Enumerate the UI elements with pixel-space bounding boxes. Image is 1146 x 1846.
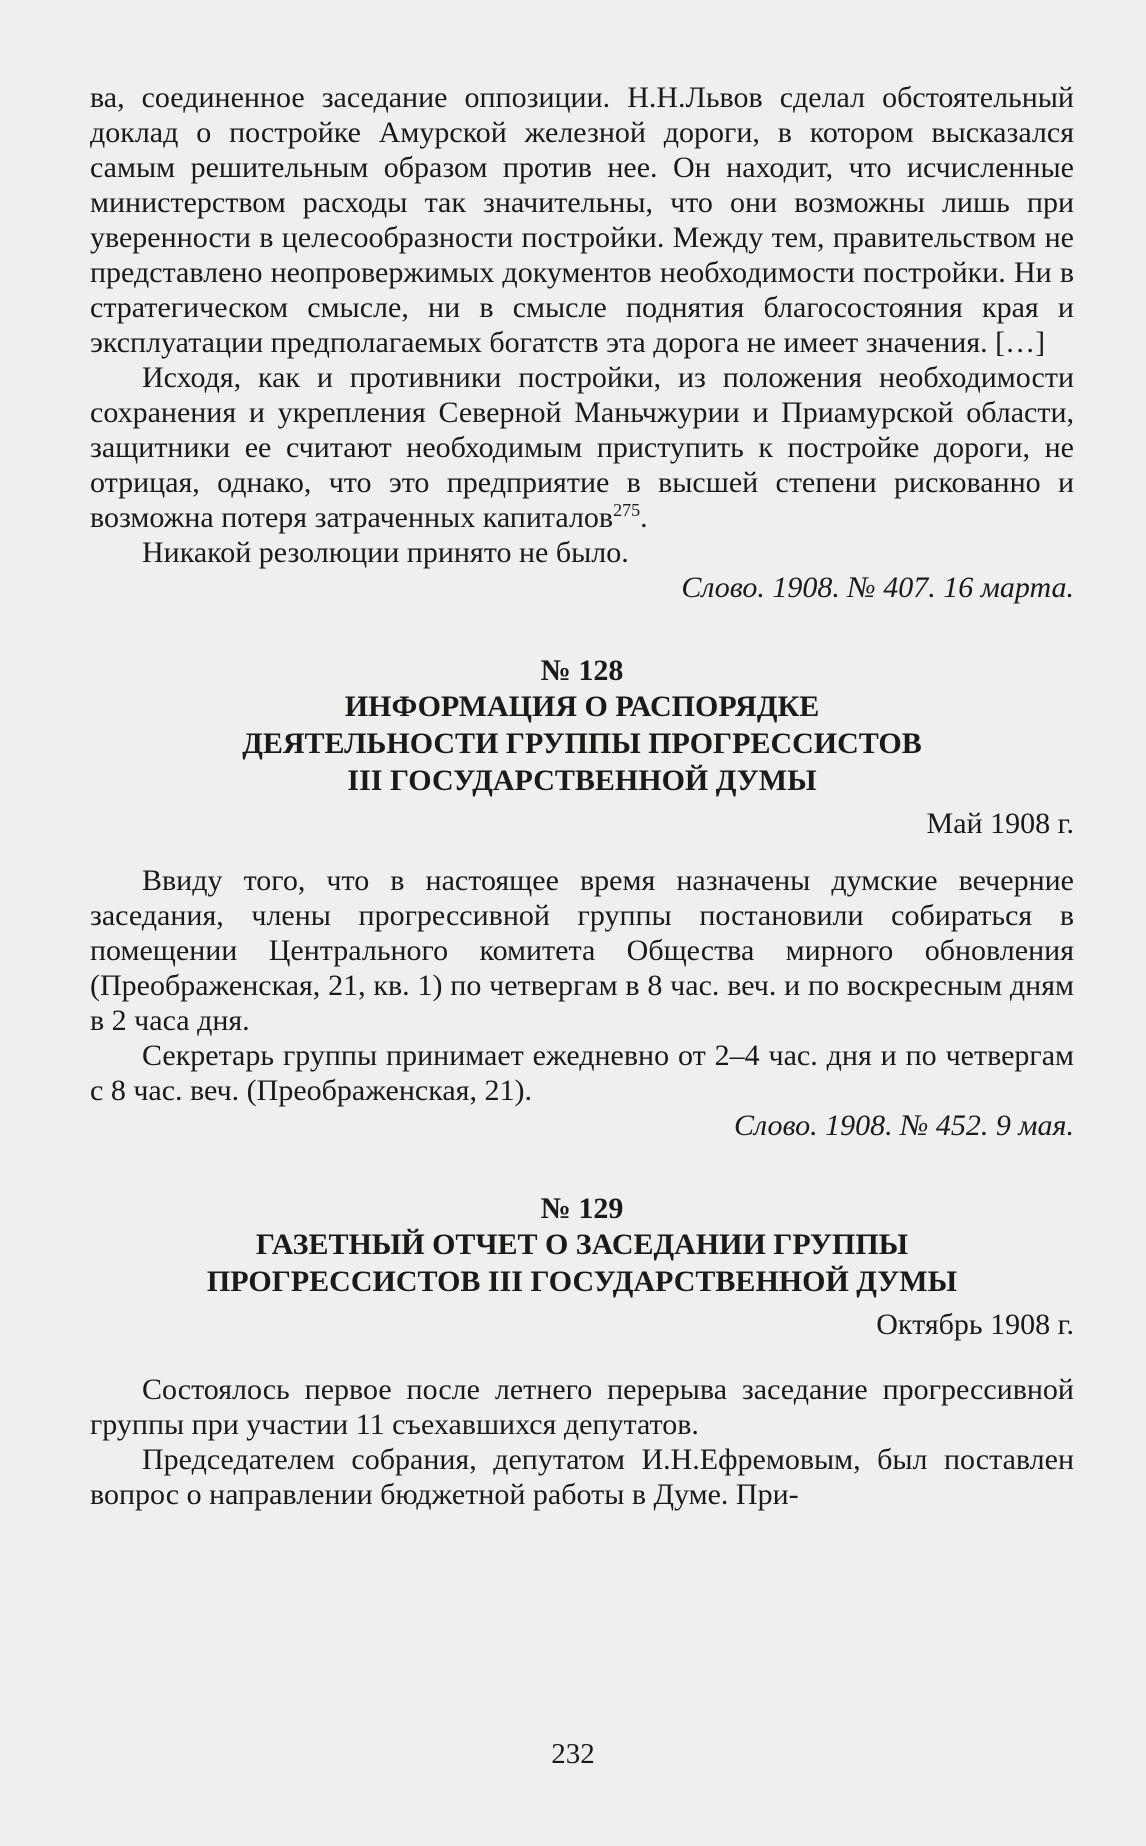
document-title-line: ДЕЯТЕЛЬНОСТИ ГРУППЫ ПРОГРЕССИСТОВ bbox=[242, 727, 922, 760]
paragraph: Состоялось первое после летнего перерыва заседание прогрессивной группы при участии 11 съехавшихся депутатов. bbox=[90, 1373, 1074, 1441]
document-date: Май 1908 г. bbox=[926, 807, 1074, 840]
document-number: № 129 bbox=[540, 1192, 624, 1225]
document-129 bbox=[90, 1191, 1074, 1512]
paragraph: Исходя, как и противники постройки, из положения необходимости сохранения и укрепления Северной Маньчжурии и Приамурской области, защитники ее считают необходимым приступить к постройке дороги, не отрицая, однако, что это предприятие в высшей степени рискованно и возможна потеря затраченных капиталов$^{275}$. bbox=[90, 361, 1074, 534]
document-128 bbox=[90, 653, 1074, 1143]
footnote-marker: 275 bbox=[613, 500, 641, 520]
section-continuation bbox=[90, 80, 1074, 605]
document-title-line: ПРОГРЕССИСТОВ III ГОСУДАРСТВЕННОЙ ДУМЫ bbox=[206, 1265, 958, 1298]
paragraph: Председателем собрания, депутатом И.Н.Ефремовым, был поставлен вопрос о направлении бюджетной работы в Думе. При- bbox=[90, 1443, 1074, 1511]
source-citation: Слово. 1908. № 452. 9 мая. bbox=[734, 1109, 1074, 1142]
paragraph: Ввиду того, что в настоящее время назначены думские вечерние заседания, члены прогрессивной группы постановили собираться в помещении Центрального комитета Общества мирного обновления (Преображенская, 21, кв. 1) по четвергам в 8 час. веч. и по воскресным дням в 2 часа дня. bbox=[90, 864, 1074, 1037]
document-number: № 128 bbox=[540, 654, 624, 687]
source-citation: Слово. 1908. № 407. 16 марта. bbox=[681, 571, 1074, 604]
paragraph: ва, соединенное заседание оппозиции. Н.Н.Львов сделал обстоятельный доклад о постройке Амурской железной дороги, в котором высказался самым решительным образом против нее. Он находит, что исчисленные министерством расходы так значительны, что они возможны лишь при уверенности в целесообразности постройки. Между тем, правительством не представлено неопровержимых документов необходимости постройки. Ни в стратегическом смысле, ни в смысле поднятия благосостояния края и эксплуатации предполагаемых богатств эта дорога не имеет значения. […] bbox=[90, 81, 1074, 359]
paragraph: Секретарь группы принимает ежедневно от 2–4 час. дня и по четвергам с 8 час. веч. (Преображенская, 21). bbox=[90, 1039, 1074, 1107]
document-title-line: III ГОСУДАРСТВЕННОЙ ДУМЫ bbox=[347, 764, 817, 797]
document-title-line: ГАЗЕТНЫЙ ОТЧЕТ О ЗАСЕДАНИИ ГРУППЫ bbox=[255, 1228, 909, 1261]
document-title-line: ИНФОРМАЦИЯ О РАСПОРЯДКЕ bbox=[344, 690, 820, 723]
paragraph: Никакой резолюции принято не было. bbox=[142, 536, 629, 569]
document-date: Октябрь 1908 г. bbox=[876, 1308, 1074, 1341]
page-number: 232 bbox=[551, 1738, 595, 1770]
